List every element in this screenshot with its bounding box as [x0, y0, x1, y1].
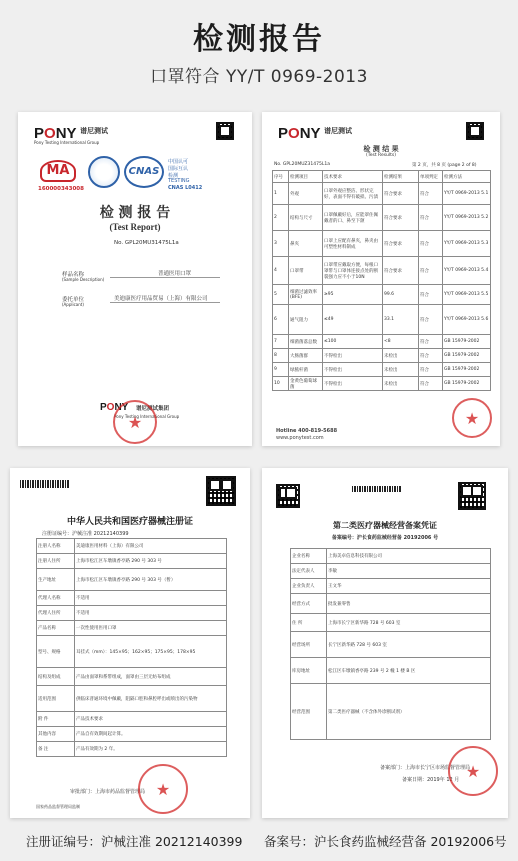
filing-date: 备案日期：2019年 12 月: [402, 777, 460, 783]
table-cell: GB 15979-2002: [443, 349, 491, 363]
table-cell: 供临床普通环境中佩戴，阻隔口腔和鼻腔呼出或喷出的污染物: [75, 686, 227, 712]
table-cell: 7: [273, 335, 289, 349]
table-cell: 符合: [419, 257, 443, 285]
table-cell: 口罩外观应整洁、形状完好，表面不得有破损、污渍: [323, 183, 383, 205]
table-cell: 绿脓杆菌: [289, 363, 323, 377]
table-cell: 企业负责人: [291, 579, 327, 594]
table-cell: 松江区车墩镇香亭路 239 号 2 幢 1 楼 B 区: [327, 658, 491, 684]
table-cell: 符合: [419, 305, 443, 335]
table-row: [37, 686, 227, 712]
results-pony-logo: PONY: [278, 125, 321, 142]
table-cell: 上海市长宁区新华路 728 号 603 室: [327, 614, 491, 632]
applicant-label-en: (Applicant): [62, 302, 84, 307]
table-cell: 金黄色葡萄球菌: [289, 377, 323, 391]
table-row: [291, 579, 491, 594]
table-cell: 鼻夹: [289, 231, 323, 257]
table-cell: 33.1: [383, 305, 419, 335]
registration-certificate: [10, 468, 250, 818]
hotline: Hotline 400-819-5688: [276, 428, 338, 434]
footer-pony-logo: PONY: [100, 402, 129, 413]
header-cell: 单项判定: [419, 171, 443, 183]
table-cell: 8: [273, 349, 289, 363]
table-cell: 王文华: [327, 579, 491, 594]
table-cell: 上海市松江区车墩镇香亭路 290 号 303 号（暂）: [75, 569, 227, 591]
brand-cn: 谱尼测试: [80, 127, 108, 135]
table-cell: 符合要求: [383, 231, 419, 257]
filing-seal-stamp: ★: [448, 746, 498, 796]
report-title-en: (Test Report): [109, 222, 161, 232]
results-qr-code: [466, 122, 484, 140]
table-cell: 结构及组成: [37, 668, 75, 686]
table-cell: 结构与尺寸: [289, 205, 323, 231]
sample-underline: [110, 277, 220, 278]
barcode: [20, 480, 70, 488]
results-page-no: 第 2 页，共 8 页 (page 2 of 8): [412, 163, 477, 168]
table-cell: 美迪康医用材料（上海）有限公司: [75, 539, 227, 554]
registration-number: 注册证编号：沪械注准 20212140399: [42, 531, 129, 537]
results-title-en: (Test Results): [365, 153, 397, 158]
page-title: 检测报告: [193, 22, 325, 57]
table-cell: 产品技术要求: [75, 712, 227, 727]
page-subtitle: 口罩符合 YY/T 0969-2013: [150, 67, 368, 87]
table-cell: 代理人名称: [37, 591, 75, 606]
results-report-no: No. GPL20MUZ31475L1a: [274, 162, 330, 167]
table-cell: 批发兼零售: [327, 594, 491, 614]
table-row: [273, 285, 491, 305]
table-cell: 符合: [419, 285, 443, 305]
table-cell: 型号、规格: [37, 636, 75, 668]
applicant-value: 美迪康医疗用品贸易（上海）有限公司: [114, 296, 208, 302]
filing-number: 备案编号：沪长食药监械经营备 20192006 号: [331, 535, 439, 541]
table-cell: YY/T 0969-2013 5.4: [443, 257, 491, 285]
cnas-line-2: 国际互认: [168, 166, 189, 172]
ma-number: 160000343008: [38, 186, 84, 192]
table-cell: 适用范围: [37, 686, 75, 712]
table-cell: 口罩上应配有鼻夹，鼻夹由可塑性材料制成: [323, 231, 383, 257]
table-cell: 口罩带: [289, 257, 323, 285]
results-seal-stamp: ★: [452, 398, 492, 438]
table-row: [37, 591, 227, 606]
qr-code: [216, 122, 234, 140]
approval-authority: 审批部门：上海市药品监督管理局: [70, 789, 146, 795]
registration-table: [36, 538, 227, 757]
table-cell: 口罩佩戴好后，应能罩住佩戴者的口、鼻至下颌: [323, 205, 383, 231]
report-title-cn: 检 测 报 告: [99, 205, 171, 221]
table-row: [37, 742, 227, 757]
test-report-cover: [18, 112, 252, 446]
table-row: [291, 549, 491, 564]
table-cell: 生产地址: [37, 569, 75, 591]
table-cell: 未检出: [383, 349, 419, 363]
table-cell: 1: [273, 183, 289, 205]
applicant-underline: [110, 302, 220, 303]
table-row: [273, 305, 491, 335]
brand-en: Pony Testing International Group: [34, 140, 100, 145]
table-cell: GB 15979-2002: [443, 377, 491, 391]
table-cell: 4: [273, 257, 289, 285]
table-row: [37, 668, 227, 686]
filing-qr-code-left: [276, 484, 300, 508]
table-cell: YY/T 0969-2013 5.1: [443, 183, 491, 205]
filing-qr-code-right: [458, 482, 486, 510]
registration-qr-code: [206, 476, 236, 506]
table-cell: 企业名称: [291, 549, 327, 564]
table-cell: YY/T 0969-2013 5.5: [443, 285, 491, 305]
table-row: [273, 377, 491, 391]
table-cell: 外观: [289, 183, 323, 205]
table-cell: 符合: [419, 183, 443, 205]
cnas-line-4: TESTING: [168, 178, 190, 184]
table-cell: 不得检出: [323, 349, 383, 363]
table-cell: 一次性使用医用口罩: [75, 621, 227, 636]
applicant-label: 委托单位: [62, 297, 85, 303]
table-cell: 未检出: [383, 363, 419, 377]
table-cell: 耳挂式（mm）：145×95；162×95；175×95；178×95: [75, 636, 227, 668]
cnas-badge: CNAS: [124, 156, 164, 188]
sample-label: 样品名称: [62, 272, 85, 278]
table-row: [273, 257, 491, 285]
table-cell: ≤100: [323, 335, 383, 349]
table-cell: 符合: [419, 377, 443, 391]
table-cell: 符合要求: [383, 205, 419, 231]
table-cell: 细菌过滤效率(BFE): [289, 285, 323, 305]
table-cell: 符合: [419, 349, 443, 363]
table-cell: 法定代表人: [291, 564, 327, 579]
table-row: [37, 727, 227, 742]
table-row: [37, 606, 227, 621]
cnas-code: CNAS L0412: [168, 185, 203, 191]
table-cell: 产品由面罩和系带组成，面罩由三层无纺布组成: [75, 668, 227, 686]
table-cell: 通气阻力: [289, 305, 323, 335]
table-cell: ≥95: [323, 285, 383, 305]
table-cell: 附 件: [37, 712, 75, 727]
filing-table: [290, 548, 491, 740]
table-cell: 上海市松江区车墩镇香亭路 290 号 303 号: [75, 554, 227, 569]
table-cell: 经营范围: [291, 684, 327, 740]
table-cell: 符合: [419, 231, 443, 257]
cnas-line-1: 中国认可: [168, 159, 189, 165]
header-cell: 检测项目: [289, 171, 323, 183]
table-cell: 不适用: [75, 591, 227, 606]
table-cell: 其他内容: [37, 727, 75, 742]
table-cell: 经营场所: [291, 632, 327, 658]
registration-seal-stamp: ★: [138, 764, 188, 814]
table-row: [291, 632, 491, 658]
table-cell: GB 15979-2002: [443, 335, 491, 349]
table-row: [37, 636, 227, 668]
table-row: [291, 564, 491, 579]
table-cell: GB 15979-2002: [443, 363, 491, 377]
table-cell: 长宁区新华路 728 号 603 室: [327, 632, 491, 658]
table-row: [37, 569, 227, 591]
table-cell: 2: [273, 205, 289, 231]
table-cell: 9: [273, 363, 289, 377]
table-row: [273, 231, 491, 257]
results-brand-cn: 谱尼测试: [324, 127, 352, 135]
table-row: [291, 684, 491, 740]
table-cell: 注册人住所: [37, 554, 75, 569]
results-table: [272, 170, 491, 391]
table-row: [273, 183, 491, 205]
table-row: [291, 658, 491, 684]
footer-brand-cn: 谱尼测试集团: [136, 406, 170, 412]
table-cell: 经营方式: [291, 594, 327, 614]
table-cell: 符合: [419, 363, 443, 377]
table-cell: ≤49: [323, 305, 383, 335]
filing-barcode: [352, 486, 402, 492]
ilac-badge: [88, 156, 120, 188]
table-cell: 10: [273, 377, 289, 391]
table-cell: 第二类医疗器械（不含体外诊断试剂）: [327, 684, 491, 740]
table-cell: 口罩带应戴取方便，每根口罩带与口罩体连接点处的断裂强力应不小于10N: [323, 257, 383, 285]
table-cell: 不得检出: [323, 363, 383, 377]
table-row: [273, 205, 491, 231]
table-cell: 备 注: [37, 742, 75, 757]
table-row: [291, 594, 491, 614]
table-row: [273, 335, 491, 349]
results-header-row: [273, 171, 491, 183]
table-row: [291, 614, 491, 632]
header-cell: 序号: [273, 171, 289, 183]
table-cell: 99.6: [383, 285, 419, 305]
filing-title: 第二类医疗器械经营备案凭证: [333, 521, 437, 530]
table-cell: 注册人名称: [37, 539, 75, 554]
table-cell: 李敏: [327, 564, 491, 579]
table-row: [37, 554, 227, 569]
table-cell: 不适用: [75, 606, 227, 621]
table-row: [37, 539, 227, 554]
table-cell: 大肠菌群: [289, 349, 323, 363]
sample-label-en: (Sample Description): [62, 277, 105, 282]
footer-brand-en: Pony Testing International Group: [114, 414, 180, 419]
table-row: [37, 712, 227, 727]
filing-certificate: [262, 468, 508, 818]
table-cell: 5: [273, 285, 289, 305]
table-cell: 上海美卓信息科技有限公司: [327, 549, 491, 564]
table-cell: 产品有效期为 2 年。: [75, 742, 227, 757]
registration-title: 中华人民共和国医疗器械注册证: [66, 517, 193, 527]
filing-authority: 备案部门：上海市长宁区市场监督管理局: [380, 765, 471, 771]
table-cell: 符合要求: [383, 183, 419, 205]
table-cell: YY/T 0969-2013 5.6: [443, 305, 491, 335]
table-row: [37, 621, 227, 636]
results-title-cn: 检 测 结 果: [363, 145, 399, 153]
table-cell: 不得检出: [323, 377, 383, 391]
table-cell: 产品自有效期间起计算。: [75, 727, 227, 742]
table-cell: 3: [273, 231, 289, 257]
filing-caption: 备案号：沪长食药监械经营备 20192006号: [264, 834, 507, 849]
table-cell: 产品名称: [37, 621, 75, 636]
table-cell: 符合: [419, 205, 443, 231]
cnas-line-3: 检测: [168, 173, 179, 179]
sample-value: 普通医用口罩: [158, 271, 192, 277]
header-cell: 技术要求: [323, 171, 383, 183]
pony-logo: PONY: [34, 125, 77, 142]
table-cell: 库房地址: [291, 658, 327, 684]
table-cell: 6: [273, 305, 289, 335]
table-cell: 符合要求: [383, 257, 419, 285]
table-cell: <8: [383, 335, 419, 349]
test-results-page: [262, 112, 500, 446]
seal-stamp: ★: [113, 400, 157, 444]
table-cell: 代理人住所: [37, 606, 75, 621]
table-row: [273, 363, 491, 377]
table-cell: 住 所: [291, 614, 327, 632]
header-cell: 检测结果: [383, 171, 419, 183]
table-cell: YY/T 0969-2013 5.3: [443, 231, 491, 257]
header-cell: 检测方法: [443, 171, 491, 183]
table-cell: YY/T 0969-2013 5.2: [443, 205, 491, 231]
website: www.ponytest.com: [276, 435, 324, 441]
registration-caption: 注册证编号：沪械注准 20212140399: [26, 834, 243, 849]
table-row: [273, 349, 491, 363]
table-cell: 细菌菌落总数: [289, 335, 323, 349]
registration-footer: 国家药品监督管理局监制: [36, 804, 80, 809]
ma-badge: MA: [40, 160, 76, 182]
report-number: No. GPL20MU31475L1a: [114, 240, 179, 246]
table-cell: 符合: [419, 335, 443, 349]
table-cell: 未检出: [383, 377, 419, 391]
